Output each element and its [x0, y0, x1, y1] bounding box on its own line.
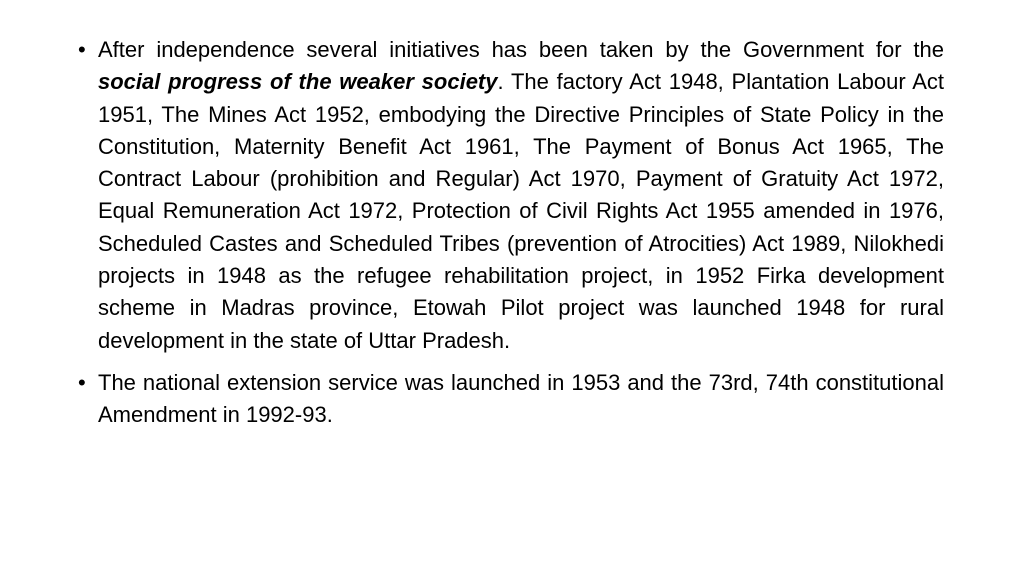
- bullet-text-intro: After independence several initiatives has been taken by the Government for the: [98, 37, 944, 62]
- bullet-marker: •: [78, 369, 86, 395]
- bullet-list: [76, 34, 944, 442]
- bullet-text-acts: . The factory Act 1948, Plantation Labour Act 1951, The Mines Act 1952, embodying the Directive Principles of State Policy in the Constitution, Maternity Benefit Act 1961, The Payment of Bonus Act 1965, The Contract Labour (prohibition and Regular) Act 1970, Payment of Gratuity Act 1972, Equal Remuneration Act 1972, Protection of Civil Rights Act 1955 amended in 1976, Scheduled Castes and Scheduled Tribes (prevention of Atrocities) Act 1989, Nilokhedi projects in 1948 as the refugee rehabilitation project, in 1952 Firka development scheme in Madras province, Etowah Pilot project was launched 1948 for rural development in the state of Uttar Pradesh.: [98, 69, 944, 353]
- bullet-text: The national extension service was launched in 1953 and the 73rd, 74th constitutional Amendment in 1992-93.: [98, 369, 944, 428]
- bullet-item-initiatives: [76, 34, 944, 357]
- bullet-item-extension-service: [76, 367, 944, 432]
- bullet-text-emphasis: social progress of the weaker society: [98, 69, 498, 95]
- bullet-marker: •: [78, 37, 86, 62]
